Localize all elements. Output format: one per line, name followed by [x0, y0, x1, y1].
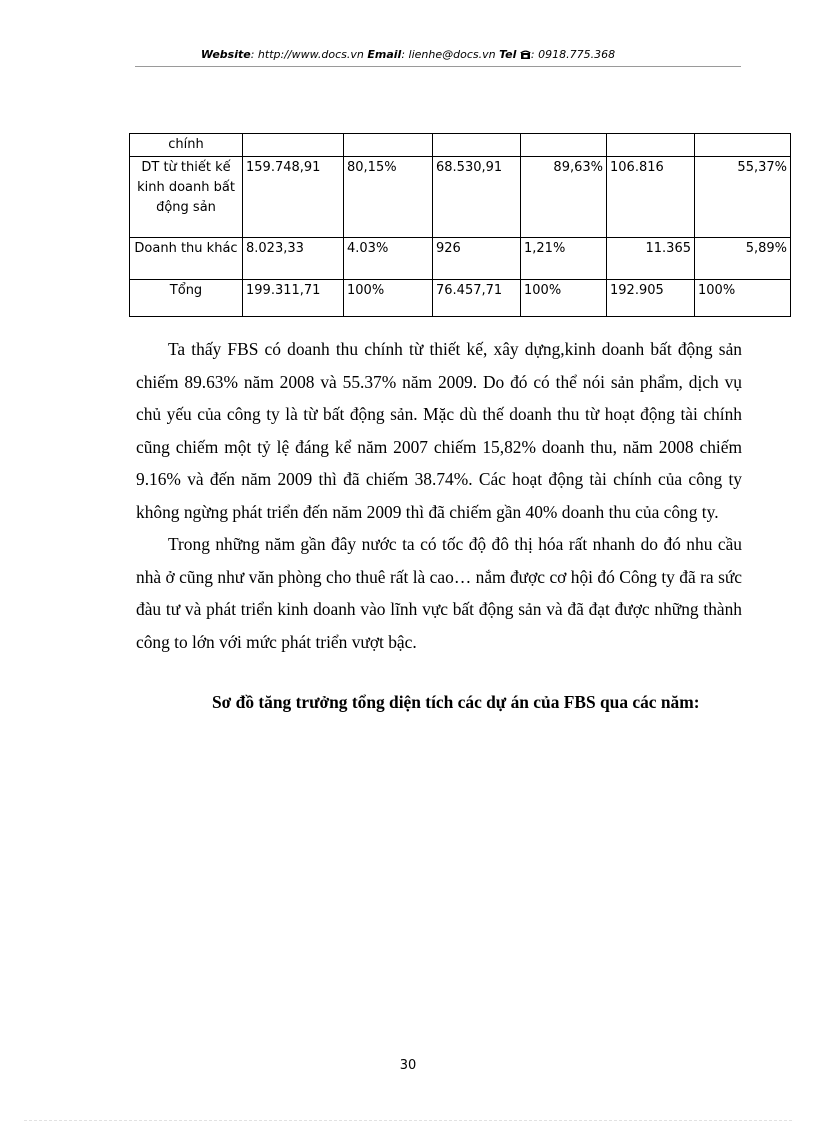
- table-cell: 76.457,71: [433, 280, 521, 317]
- paragraph: Trong những năm gần đây nước ta có tốc độ đô thị hóa rất nhanh do đó nhu cầu nhà ở cũng như văn phòng cho thuê rất là cao… nắm được cơ hội đó Công ty đã ra sức đàu tư và phát triển kinh doanh vào lĩnh vực bất động sản và đã đạt được những thành công to lớn với mức phát triển vượt bậc.: [136, 534, 742, 652]
- table-cell: 159.748,91: [243, 157, 344, 238]
- email-value: : lienhe@docs.vn: [401, 48, 496, 61]
- table-cell: 11.365: [607, 238, 695, 280]
- table-cell: [695, 134, 791, 157]
- table-cell: 199.311,71: [243, 280, 344, 317]
- table-cell: 106.816: [607, 157, 695, 238]
- figure-caption: Sơ đồ tăng trưởng tổng diện tích các dự án của FBS qua các năm:: [212, 692, 700, 712]
- table-cell: 100%: [344, 280, 433, 317]
- table-cell: [607, 134, 695, 157]
- tel-value: : 0918.775.368: [530, 48, 616, 61]
- table-cell: 80,15%: [344, 157, 433, 238]
- table-cell: [433, 134, 521, 157]
- revenue-table: [129, 133, 791, 317]
- table-cell: 100%: [695, 280, 791, 317]
- table-cell: [521, 134, 607, 157]
- table-cell: 5,89%: [695, 238, 791, 280]
- paragraph: Ta thấy FBS có doanh thu chính từ thiết kế, xây dựng,kinh doanh bất động sản chiếm 89.63% năm 2008 và 55.37% năm 2009. Do đó có thể nói sản phẩm, dịch vụ chủ yếu của công ty là từ bất động sản. Mặc dù thế doanh thu từ hoạt động tài chính cũng chiếm một tỷ lệ đáng kể năm 2007 chiếm 15,82% doanh thu, năm 2008 chiếm 9.16% và đến năm 2009 thì đã chiếm 38.74%. Các hoạt động tài chính của công ty không ngừng phát triển đến năm 2009 thì đã chiếm gần 40% doanh thu của công ty.: [136, 339, 742, 522]
- table-cell: 89,63%: [521, 157, 607, 238]
- table-row: [130, 238, 791, 280]
- header-divider: [135, 66, 741, 67]
- row-label: Doanh thu khác: [130, 238, 243, 280]
- table-cell: 8.023,33: [243, 238, 344, 280]
- email-label: Email: [367, 48, 402, 61]
- table-row: [130, 157, 791, 238]
- table-cell: 1,21%: [521, 238, 607, 280]
- table-cell: 4.03%: [344, 238, 433, 280]
- website-label: Website: [200, 48, 251, 61]
- table-cell: 100%: [521, 280, 607, 317]
- table-row: [130, 280, 791, 317]
- tel-label: Tel: [499, 48, 517, 61]
- row-label: Tổng: [130, 280, 243, 317]
- body-text: [136, 333, 742, 658]
- row-label: DT từ thiết kế kinh doanh bất động sản: [130, 157, 243, 238]
- row-label: chính: [130, 134, 243, 157]
- table-cell: [243, 134, 344, 157]
- table-row: [130, 134, 791, 157]
- page-header: [0, 48, 816, 61]
- table-cell: 55,37%: [695, 157, 791, 238]
- table-cell: 926: [433, 238, 521, 280]
- page-number: 30: [399, 1058, 417, 1073]
- table-cell: 68.530,91: [433, 157, 521, 238]
- table-cell: 192.905: [607, 280, 695, 317]
- phone-icon: [520, 49, 531, 59]
- website-value: : http://www.docs.vn: [250, 48, 364, 61]
- table-cell: [344, 134, 433, 157]
- page-bottom-rule: [24, 1120, 792, 1121]
